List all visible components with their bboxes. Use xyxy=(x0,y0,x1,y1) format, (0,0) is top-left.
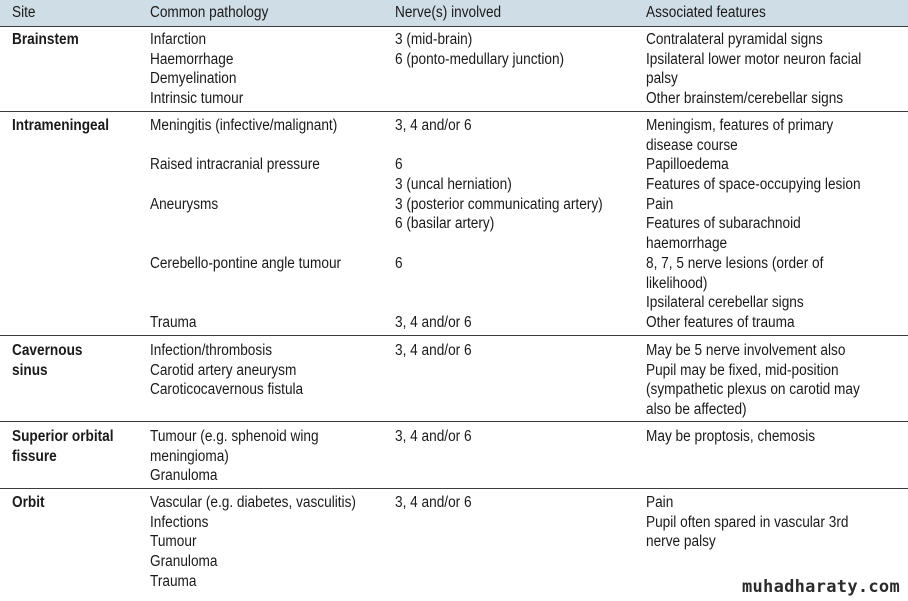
header-rule xyxy=(0,26,908,27)
row-superior-orbital-fissure-pathology: Tumour (e.g. sphenoid wing meningioma) Granuloma xyxy=(150,428,319,485)
row-intrameningeal-features: Meningism, features of primary disease course Papilloedema Features of space-occupying lesion Pain Features of subarachnoid haemorrhage 8, 7, 5 nerve lesions (order of likelihood) Ipsilateral cerebellar signs Other features of trauma xyxy=(646,117,861,331)
row-divider xyxy=(0,335,908,336)
header-nerves: Nerve(s) involved xyxy=(395,4,502,21)
row-divider xyxy=(0,421,908,422)
row-cavernous-features: May be 5 nerve involvement also Pupil may be fixed, mid-position (sympathetic plexus on carotid may also be affected) xyxy=(646,342,860,419)
row-cavernous-nerves: 3, 4 and/or 6 xyxy=(395,342,472,359)
row-brainstem-nerves: 3 (mid-brain) 6 (ponto-medullary junction) xyxy=(395,31,565,68)
row-brainstem-site: Brainstem xyxy=(12,31,79,48)
header-site: Site xyxy=(12,4,36,21)
row-brainstem-features: Contralateral pyramidal signs Ipsilateral lower motor neuron facial palsy Other brainstem/cerebellar signs xyxy=(646,31,862,108)
row-orbit-features: Pain Pupil often spared in vascular 3rd nerve palsy xyxy=(646,494,849,551)
row-orbit-site: Orbit xyxy=(12,494,45,511)
row-divider xyxy=(0,488,908,489)
row-intrameningeal-site: Intrameningeal xyxy=(12,117,110,134)
header-pathology: Common pathology xyxy=(150,4,269,21)
row-cavernous-site: Cavernous sinus xyxy=(12,342,83,379)
row-intrameningeal-pathology: Meningitis (infective/malignant) Raised intracranial pressure Aneurysms Cerebello-pontine angle tumour Trauma xyxy=(150,117,342,331)
row-superior-orbital-fissure-nerves: 3, 4 and/or 6 xyxy=(395,428,472,445)
table-header xyxy=(0,0,908,26)
watermark-text: muhadharaty.com xyxy=(741,577,900,597)
row-superior-orbital-fissure-site: Superior orbital fissure xyxy=(12,428,114,465)
header-features: Associated features xyxy=(646,4,766,21)
row-divider xyxy=(0,111,908,112)
row-orbit-nerves: 3, 4 and/or 6 xyxy=(395,494,472,511)
row-orbit-pathology: Vascular (e.g. diabetes, vasculitis) Infections Tumour Granuloma Trauma xyxy=(150,494,356,590)
row-cavernous-pathology: Infection/thrombosis Carotid artery aneurysm Caroticocavernous fistula xyxy=(150,342,304,399)
row-superior-orbital-fissure-features: May be proptosis, chemosis xyxy=(646,428,816,445)
row-intrameningeal-nerves: 3, 4 and/or 6 6 3 (uncal herniation) 3 (posterior communicating artery) 6 (basilar artery) 6 3, 4 and/or 6 xyxy=(395,117,603,331)
row-brainstem-pathology: Infarction Haemorrhage Demyelination Intrinsic tumour xyxy=(150,31,244,108)
